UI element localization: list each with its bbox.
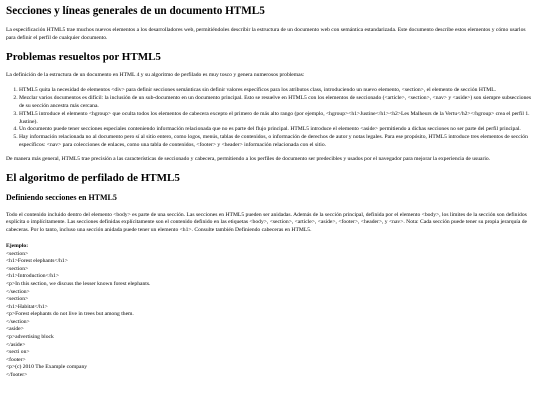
code-line: <p>(c) 2010 The Example company: [6, 364, 88, 371]
code-line: </footer>: [6, 372, 28, 379]
code-line: <section>: [6, 296, 29, 303]
list-item: 4. Un documento puede tener secciones especiales conteniendo información relacionada que no es parte del flujo principal. HTML5 introduce el elemento <aside> permitiendo a dichas secciones no ser parte del perfil principal.: [19, 126, 534, 134]
code-line: <p>advertising block: [6, 334, 54, 341]
section-heading-algorithm: El algoritmo de perfilado de HTML5: [6, 171, 180, 184]
sections-body-paragraph: Todo el contenido incluido dentro del elemento <body> es parte de una sección. Las secciones en HTML5 pueden ser anidadas. Además de la sección principal, definida por el elemento <body>, los límites de la sección son definidos explícita o implícitamente. Las secciones definidas explícitamente son el contenido definido en las etiquetas <body>, <section>, <article>, <aside>, <footer>, <header>, y <nav>. Nota: Cada sección puede tener su propia jerarquía de cabeceras. Por lo tanto, incluso una sección anidada puede tener un elemento <h1>. Consulte también Definiendo cabeceras en HTML5.: [6, 211, 528, 234]
page-title: Secciones y líneas generales de un documento HTML5: [6, 5, 265, 17]
code-line: </section>: [6, 288, 30, 295]
section-heading-problems: Problemas resueltos por HTML5: [6, 50, 161, 63]
code-example: [6, 243, 534, 380]
code-line: <p>In this section, we discuss the lesser known forest elephants.: [6, 280, 151, 287]
code-line: </section>: [6, 318, 30, 325]
code-line: <section>: [6, 265, 29, 272]
list-item: 1. HTML5 quita la necesidad de elementos <div> para definir secciones semánticas sin definir valores específicos para los atributos class, introduciendo un nuevo elemento, <section>, el elemento de sección HTML.: [19, 87, 534, 95]
code-line: </aside>: [6, 341, 26, 348]
intro-paragraph: La especificación HTML5 trae muchos nuevos elementos a los desarrolladores web, permitiéndoles describir la estructura de un documento web con semántica estandarizada. Este documento describe estos elementos y cómo usarlos para definir el perfil de cualquier documento.: [6, 27, 526, 41]
problems-list: [6, 87, 534, 149]
code-line: <h1>Habitat</h1>: [6, 303, 48, 310]
list-item: 3. HTML5 introduce el elemento <hgroup> que oculta todos los elementos de cabecera excepto el primero de más alto rango (por ejemplo, <hgroup><h1>Justine</h1><h2>Les Malheurs de la Vertu</h2></hgroup> crea el perfil 1. Justine).: [19, 111, 534, 127]
code-line: <h1>Forest elephants</h1>: [6, 258, 68, 265]
code-line: <aside>: [6, 326, 24, 333]
code-line: <section>: [6, 250, 29, 257]
code-line: <h1>Introduction</h1>: [6, 273, 60, 280]
code-line: <footer>: [6, 356, 26, 363]
subheading-defining-sections: Definiendo secciones en HTML5: [6, 192, 117, 202]
list-item: 2. Mezclar varios documentos es difícil: la inclusión de un sub-documento en un documento principal. Esto se resuelve en HTML5 con los elementos de seccionado (<article>, <section>, <nav> y <aside>) son siempre subsecciones de su sección ancestra más cercana.: [19, 95, 534, 111]
problems-closing-paragraph: De manera más general, HTML5 trae precisión a las características de seccionado y cabecera, permitiendo a los perfiles de documento ser predecibles y usados por el navegador para mejorar la experiencia de usuario.: [6, 155, 491, 162]
list-item: 5. Hay información relacionada no al documento pero sí al sitio entero, como logos, menús, tablas de contenidos, o información de derechos de autor y notas legales. Para ese propósito, HTML5 introduce tres elementos de sección específicos: <nav> para colecciones de enlaces, como una tabla de contenidos, <footer> y <header> información relacionada con el sitio.: [19, 134, 534, 150]
problems-lead-paragraph: La definición de la estructura de un documento en HTML 4 y su algoritmo de perfilado es muy tosco y genera numerosos problemas:: [6, 71, 305, 78]
code-line: <secti on>: [6, 349, 30, 356]
code-line: <p>Forest elephants do not live in trees but among them.: [6, 311, 134, 318]
example-label: Ejemplo:: [6, 242, 29, 249]
